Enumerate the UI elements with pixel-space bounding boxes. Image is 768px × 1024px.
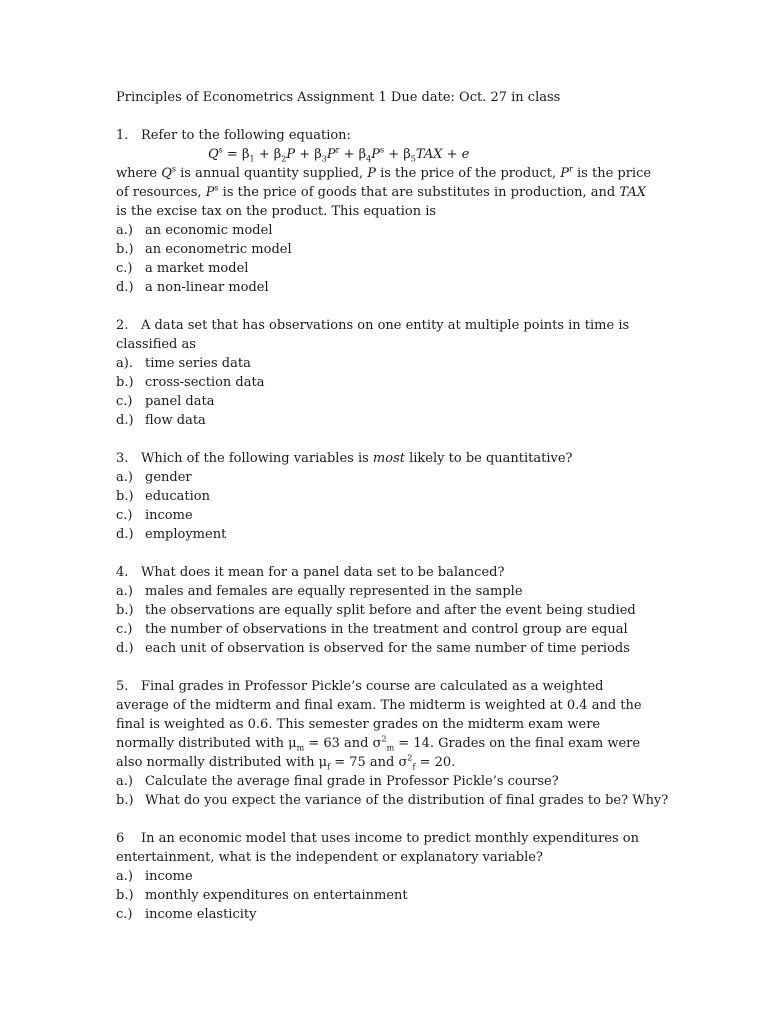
text-fragment: 2 xyxy=(407,753,413,763)
text-fragment: s xyxy=(379,145,385,155)
answer-option xyxy=(116,886,656,905)
text-fragment: 2 xyxy=(381,734,387,744)
question-text: In an economic model that uses income to predict monthly expenditures on entertainment, what is the independent or explanatory variable? xyxy=(116,831,639,865)
option-text: What do you expect the variance of the distribution of final grades to be? Why? xyxy=(145,793,669,808)
text-fragment: = xyxy=(222,147,242,162)
option-label: b.) xyxy=(116,603,134,618)
emphasis-text: most xyxy=(372,451,405,466)
text-fragment: m xyxy=(386,743,395,753)
answer-option xyxy=(116,354,656,373)
question-stem xyxy=(116,126,656,145)
text-fragment: s xyxy=(218,145,223,155)
question-text: A data set that has observations on one entity at multiple points in time is classified as xyxy=(116,318,630,352)
text-fragment: μ xyxy=(318,755,328,770)
question-2 xyxy=(116,316,656,430)
option-text: males and females are equally represented in the sample xyxy=(145,584,523,599)
answer-option xyxy=(116,392,656,411)
option-label: c.) xyxy=(116,907,133,922)
text-fragment: μ xyxy=(288,736,297,751)
text-fragment: f xyxy=(327,762,331,772)
text-fragment: β xyxy=(403,147,411,162)
text-fragment: 1 xyxy=(249,154,255,164)
text-fragment: is the price of goods that are substitutes in production, and xyxy=(218,185,620,200)
option-label: b.) xyxy=(116,489,134,504)
question-stem xyxy=(116,563,656,582)
text-fragment: is the price of the product, xyxy=(375,166,561,181)
option-text: an economic model xyxy=(145,223,273,238)
question-5 xyxy=(116,677,669,810)
answer-option xyxy=(116,601,656,620)
answer-options xyxy=(116,867,656,924)
text-fragment: f xyxy=(412,762,416,772)
text-fragment: Q xyxy=(208,147,219,162)
option-text: income elasticity xyxy=(145,907,257,922)
answer-option xyxy=(116,525,656,544)
option-label: d.) xyxy=(116,280,134,295)
question-4 xyxy=(116,563,656,658)
text-fragment: = 14. Grades on the final exam were also normally distributed with xyxy=(116,736,641,770)
option-label: c.) xyxy=(116,508,133,523)
text-fragment: is the excise tax on the product. This equation is xyxy=(116,204,437,219)
text-fragment: 5 xyxy=(410,154,416,164)
text-fragment: s xyxy=(214,183,219,193)
question-stem xyxy=(116,316,656,354)
text-fragment: = 75 and xyxy=(330,755,399,770)
option-text: an econometric model xyxy=(145,242,292,257)
text-fragment: β xyxy=(314,147,322,162)
question-number: 4. xyxy=(116,565,129,580)
text-fragment: TAX xyxy=(619,185,646,200)
option-text: monthly expenditures on entertainment xyxy=(145,888,408,903)
question-number: 2. xyxy=(116,318,129,333)
answer-options xyxy=(116,354,656,430)
option-text: Calculate the average final grade in Professor Pickle’s course? xyxy=(145,774,559,789)
document-title: Principles of Econometrics Assignment 1 Due date: Oct. 27 in class xyxy=(116,90,561,105)
question-3 xyxy=(116,449,656,544)
answer-options xyxy=(116,221,656,297)
text-fragment: Q xyxy=(161,166,172,181)
question-stem xyxy=(116,829,656,867)
option-label: c.) xyxy=(116,394,133,409)
text-fragment: = 63 and xyxy=(304,736,373,751)
option-text: a non-linear model xyxy=(145,280,269,295)
option-label: d.) xyxy=(116,641,134,656)
text-fragment: where xyxy=(116,166,162,181)
text-fragment: β xyxy=(241,147,250,162)
answer-option xyxy=(116,259,656,278)
answer-option xyxy=(116,411,656,430)
text-fragment: + xyxy=(295,147,315,162)
text-fragment: P xyxy=(367,166,376,181)
question-number: 1. xyxy=(116,128,129,143)
text-fragment: e xyxy=(461,147,470,162)
option-label: d.) xyxy=(116,527,134,542)
option-text: gender xyxy=(145,470,192,485)
answer-option xyxy=(116,221,656,240)
text-fragment: + xyxy=(384,147,404,162)
option-label: b.) xyxy=(116,242,134,257)
answer-option xyxy=(116,639,656,658)
option-text: panel data xyxy=(145,394,215,409)
option-label: c.) xyxy=(116,622,133,637)
answer-option xyxy=(116,582,656,601)
option-text: each unit of observation is observed for the same number of time periods xyxy=(145,641,630,656)
answer-options xyxy=(116,582,656,658)
text-fragment: Which of the following variables is xyxy=(141,451,373,466)
question-text: What does it mean for a panel data set to be balanced? xyxy=(141,565,505,580)
option-label: a.) xyxy=(116,223,133,238)
text-fragment: P xyxy=(560,166,570,181)
answer-option xyxy=(116,468,656,487)
option-label: d.) xyxy=(116,413,134,428)
answer-option xyxy=(116,373,656,392)
text-fragment: + xyxy=(254,147,274,162)
text-fragment: r xyxy=(335,145,340,155)
option-label: a.) xyxy=(116,869,133,884)
question-number: 6 xyxy=(116,831,125,846)
question-description xyxy=(116,164,656,221)
option-text: time series data xyxy=(145,356,251,371)
option-text: flow data xyxy=(145,413,206,428)
answer-option xyxy=(116,772,656,791)
text-fragment: + xyxy=(339,147,359,162)
text-fragment: s xyxy=(171,164,177,174)
option-label: b.) xyxy=(116,793,134,808)
option-text: education xyxy=(145,489,210,504)
option-text: income xyxy=(145,869,193,884)
text-fragment: 3 xyxy=(321,154,327,164)
question-number: 5. xyxy=(116,679,129,694)
option-label: c.) xyxy=(116,261,133,276)
option-text: a market model xyxy=(145,261,249,276)
text-fragment: Final grades in Professor Pickle’s course are calculated as a weighted average of the midterm and final exam. The midterm is weighted at 0.4 and the final is weighted as 0.6. This semester grades on the midterm exam were normally distributed with xyxy=(116,679,642,751)
answer-option xyxy=(116,905,656,924)
text-fragment: is annual quantity supplied, xyxy=(176,166,368,181)
text-fragment: + xyxy=(442,147,462,162)
question-stem xyxy=(116,677,656,772)
answer-options xyxy=(116,772,669,810)
text-fragment: σ xyxy=(372,736,382,751)
text-fragment: r xyxy=(569,164,573,174)
text-fragment: σ xyxy=(398,755,408,770)
text-fragment: m xyxy=(296,743,305,753)
option-label: a.) xyxy=(116,774,133,789)
question-text: Refer to the following equation: xyxy=(141,128,351,143)
option-text: the observations are equally split before and after the event being studied xyxy=(145,603,636,618)
text-fragment: P xyxy=(326,147,336,162)
option-text: the number of observations in the treatment and control group are equal xyxy=(145,622,628,637)
option-label: a.) xyxy=(116,470,133,485)
option-label: a.) xyxy=(116,584,133,599)
question-6 xyxy=(116,829,656,924)
option-text: employment xyxy=(145,527,227,542)
option-label: a). xyxy=(116,356,133,371)
answer-option xyxy=(116,487,656,506)
answer-option xyxy=(116,240,656,259)
text-fragment: = 20. xyxy=(415,755,456,770)
text-fragment: β xyxy=(358,147,367,162)
text-fragment: P xyxy=(371,147,380,162)
text-fragment: 4 xyxy=(366,154,372,164)
option-label: b.) xyxy=(116,375,134,390)
supply-equation xyxy=(116,145,656,164)
question-number: 3. xyxy=(116,451,129,466)
answer-option xyxy=(116,506,656,525)
answer-option xyxy=(116,791,669,810)
option-text: cross-section data xyxy=(145,375,265,390)
answer-option xyxy=(116,278,656,297)
text-fragment: 2 xyxy=(281,154,287,164)
text-fragment: is the price of resources, xyxy=(116,166,652,200)
text-fragment: P xyxy=(286,147,296,162)
question-1 xyxy=(116,126,656,297)
assignment-page xyxy=(116,88,669,943)
option-text: income xyxy=(145,508,193,523)
answer-option xyxy=(116,867,656,886)
text-fragment: TAX xyxy=(415,147,443,162)
text-fragment: β xyxy=(273,147,282,162)
answer-option xyxy=(116,620,656,639)
text-fragment: P xyxy=(205,185,215,200)
text-fragment: likely to be quantitative? xyxy=(404,451,573,466)
answer-options xyxy=(116,468,656,544)
option-label: b.) xyxy=(116,888,134,903)
question-stem xyxy=(116,449,656,468)
